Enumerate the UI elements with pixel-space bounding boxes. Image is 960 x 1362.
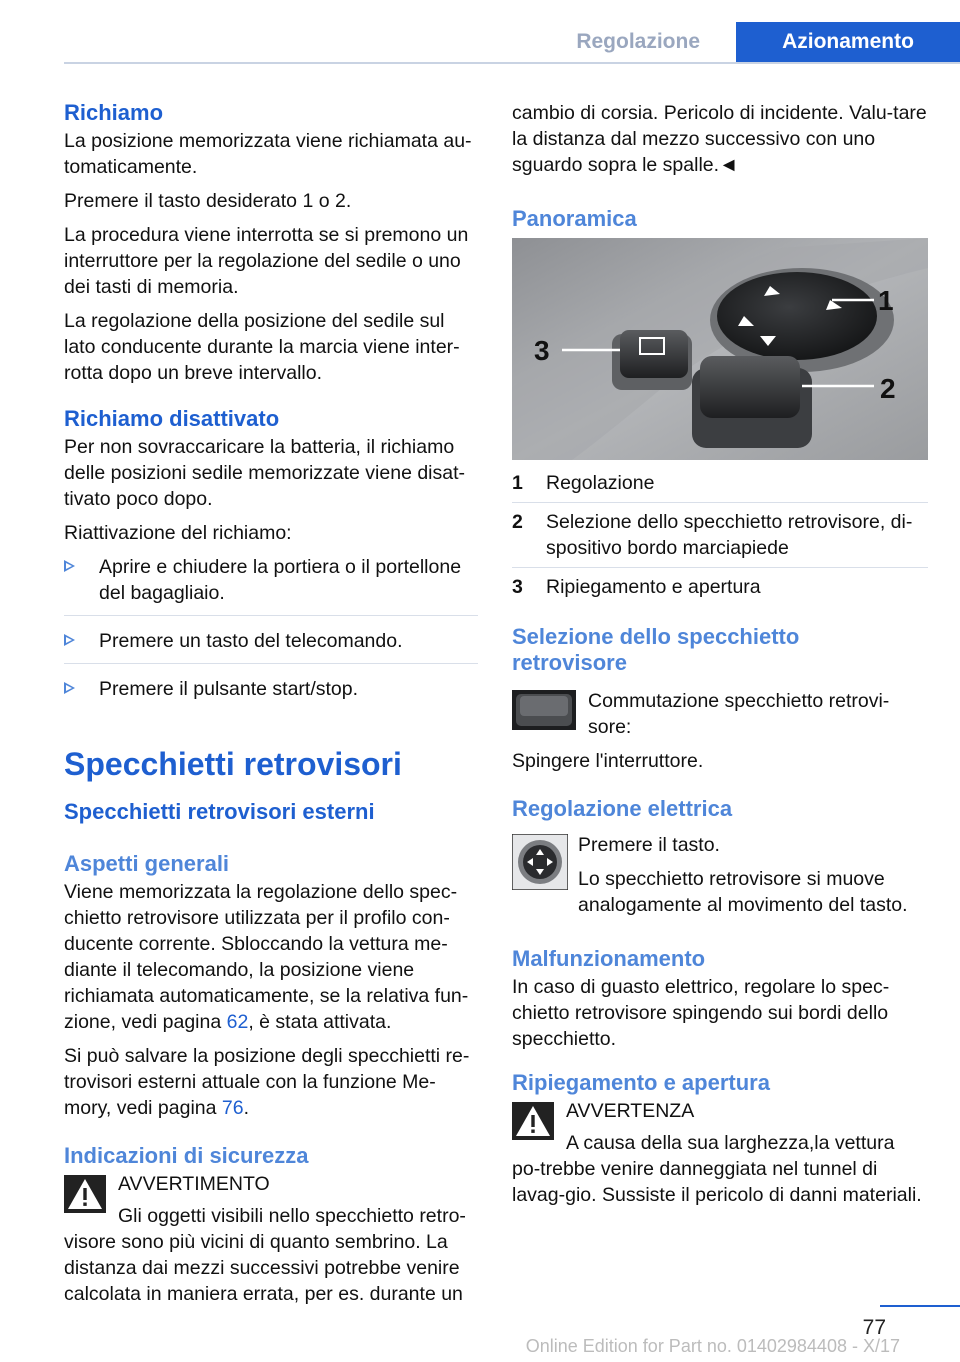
list-item-text: Premere il pulsante start/stop. — [99, 678, 359, 700]
warning-label: AVVERTIMENTO — [118, 1173, 270, 1195]
page-link-76[interactable]: 76 — [221, 1097, 244, 1119]
tab-azionamento[interactable]: Azionamento — [736, 22, 960, 62]
warning-text: A causa della sua larghezza,la vettura po-trebbe venire danneggiata nel tunnel di lavag-gio. Sussiste il pericolo di danni materiali. — [512, 1132, 922, 1206]
photo-label-2: 2 — [880, 373, 896, 404]
disattivato-paragraph-1: Per non sovraccaricare la batteria, il richiamo delle posizioni sedile memorizzate viene disat-tivato poco dopo. — [64, 436, 466, 510]
malfunzionamento-paragraph: In caso di guasto elettrico, regolare lo spec-chietto retrovisore spingendo sui bordi dello specchietto. — [512, 976, 890, 1050]
footer-edition: Online Edition for Part no. 01402984408 - X/17 — [525, 1336, 900, 1356]
triangle-bullet-icon — [64, 634, 75, 646]
list-item — [512, 574, 928, 606]
direction-pad-icon — [512, 834, 568, 890]
list-item — [64, 554, 478, 616]
triangle-bullet-icon — [64, 560, 75, 572]
richiamo-paragraph-3: La procedura viene interrotta se si premono un interruttore per la regolazione del sedile o uno dei tasti di memoria. — [64, 224, 469, 298]
generali-heading: Aspetti generali — [64, 851, 230, 876]
warning-icon — [64, 1175, 106, 1213]
elettrica-paragraph-2: Lo specchietto retrovisore si muove analogamente al movimento del tasto. — [578, 868, 908, 916]
item-text: Ripiegamento e apertura — [546, 576, 761, 598]
list-item-text: Aprire e chiudere la portiera o il portellone del bagagliaio. — [99, 556, 462, 604]
generali-paragraph-1: Viene memorizzata la regolazione dello spec-chietto retrovisore utilizzata per il profilo con-ducente corrente. Sbloccando la vettura me-diante il telecomando, la posizione viene richiamata automaticamente, se la relativa fun-zione, vedi pagina 62, è stata attivata. — [64, 881, 469, 1033]
specchietti-heading: Specchietti retrovisori — [64, 746, 402, 782]
esterni-heading: Specchietti retrovisori esterni — [64, 799, 375, 824]
page-number: 77 — [862, 1316, 886, 1339]
legend-list — [512, 470, 928, 606]
list-item-text: Premere un tasto del telecomando. — [99, 630, 403, 652]
elettrica-heading: Regolazione elettrica — [512, 796, 733, 821]
switch-button-icon — [512, 690, 576, 730]
item-text: Selezione dello specchietto retrovisore, di-spositivo bordo marciapiede — [546, 511, 913, 559]
selezione-paragraph-2: Spingere l'interruttore. — [512, 750, 704, 772]
warning-icon — [512, 1102, 554, 1140]
triangle-bullet-icon — [64, 682, 75, 694]
richiamo-heading: Richiamo — [64, 100, 164, 125]
list-item — [512, 509, 928, 568]
tab-regolazione[interactable]: Regolazione — [576, 30, 700, 53]
elettrica-paragraph-1: Premere il tasto. — [578, 834, 720, 856]
sicurezza-heading: Indicazioni di sicurezza — [64, 1143, 309, 1168]
warning-block — [512, 1098, 928, 1208]
disattivato-heading: Richiamo disattivato — [64, 406, 280, 431]
right-column — [512, 100, 928, 1208]
warning-label: AVVERTENZA — [566, 1100, 695, 1122]
panoramica-heading: Panoramica — [512, 206, 637, 231]
mirror-control-photo — [512, 238, 928, 460]
item-text: Regolazione — [546, 472, 655, 494]
richiamo-paragraph-2: Premere il tasto desiderato 1 o 2. — [64, 190, 352, 212]
continuation-paragraph: cambio di corsia. Pericolo di incidente. Valu-tare la distanza dal mezzo successivo con uno sguardo sopra le spalle.◄ — [512, 102, 927, 176]
list-item — [512, 470, 928, 503]
ripiegamento-heading: Ripiegamento e apertura — [512, 1070, 770, 1095]
list-item — [64, 676, 478, 711]
riattivazione-list — [64, 554, 478, 711]
footer-rule — [880, 1305, 960, 1307]
disattivato-paragraph-2: Riattivazione del richiamo: — [64, 522, 292, 544]
selezione-paragraph-1: Commutazione specchietto retrovi-sore: — [588, 690, 890, 738]
malfunzionamento-heading: Malfunzionamento — [512, 946, 706, 971]
item-number: 2 — [512, 511, 523, 533]
photo-label-3: 3 — [534, 335, 550, 366]
warning-text: Gli oggetti visibili nello specchietto retro-visore sono più vicini di quanto sembrino. La distanza dai mezzi successivi potrebbe venire calcolata in maniera errata, per es. durante un — [64, 1205, 466, 1305]
left-column — [64, 100, 478, 1307]
page-link-62[interactable]: 62 — [226, 1011, 249, 1033]
selezione-heading: Selezione dello specchietto retrovisore — [512, 624, 800, 675]
photo-label-1: 1 — [878, 285, 894, 316]
generali-paragraph-2: Si può salvare la posizione degli specchietti re-trovisori esterni attuale con la funzione Me-mory, vedi pagina 76. — [64, 1045, 470, 1119]
header-rule — [64, 62, 960, 64]
item-number: 1 — [512, 472, 523, 494]
item-number: 3 — [512, 576, 523, 598]
warning-block — [64, 1171, 478, 1307]
richiamo-paragraph-4: La regolazione della posizione del sedile sul lato conducente durante la marcia viene inter-rotta dopo un breve intervallo. — [64, 310, 460, 384]
richiamo-paragraph-1: La posizione memorizzata viene richiamata au-tomaticamente. — [64, 130, 472, 178]
list-item — [64, 628, 478, 664]
